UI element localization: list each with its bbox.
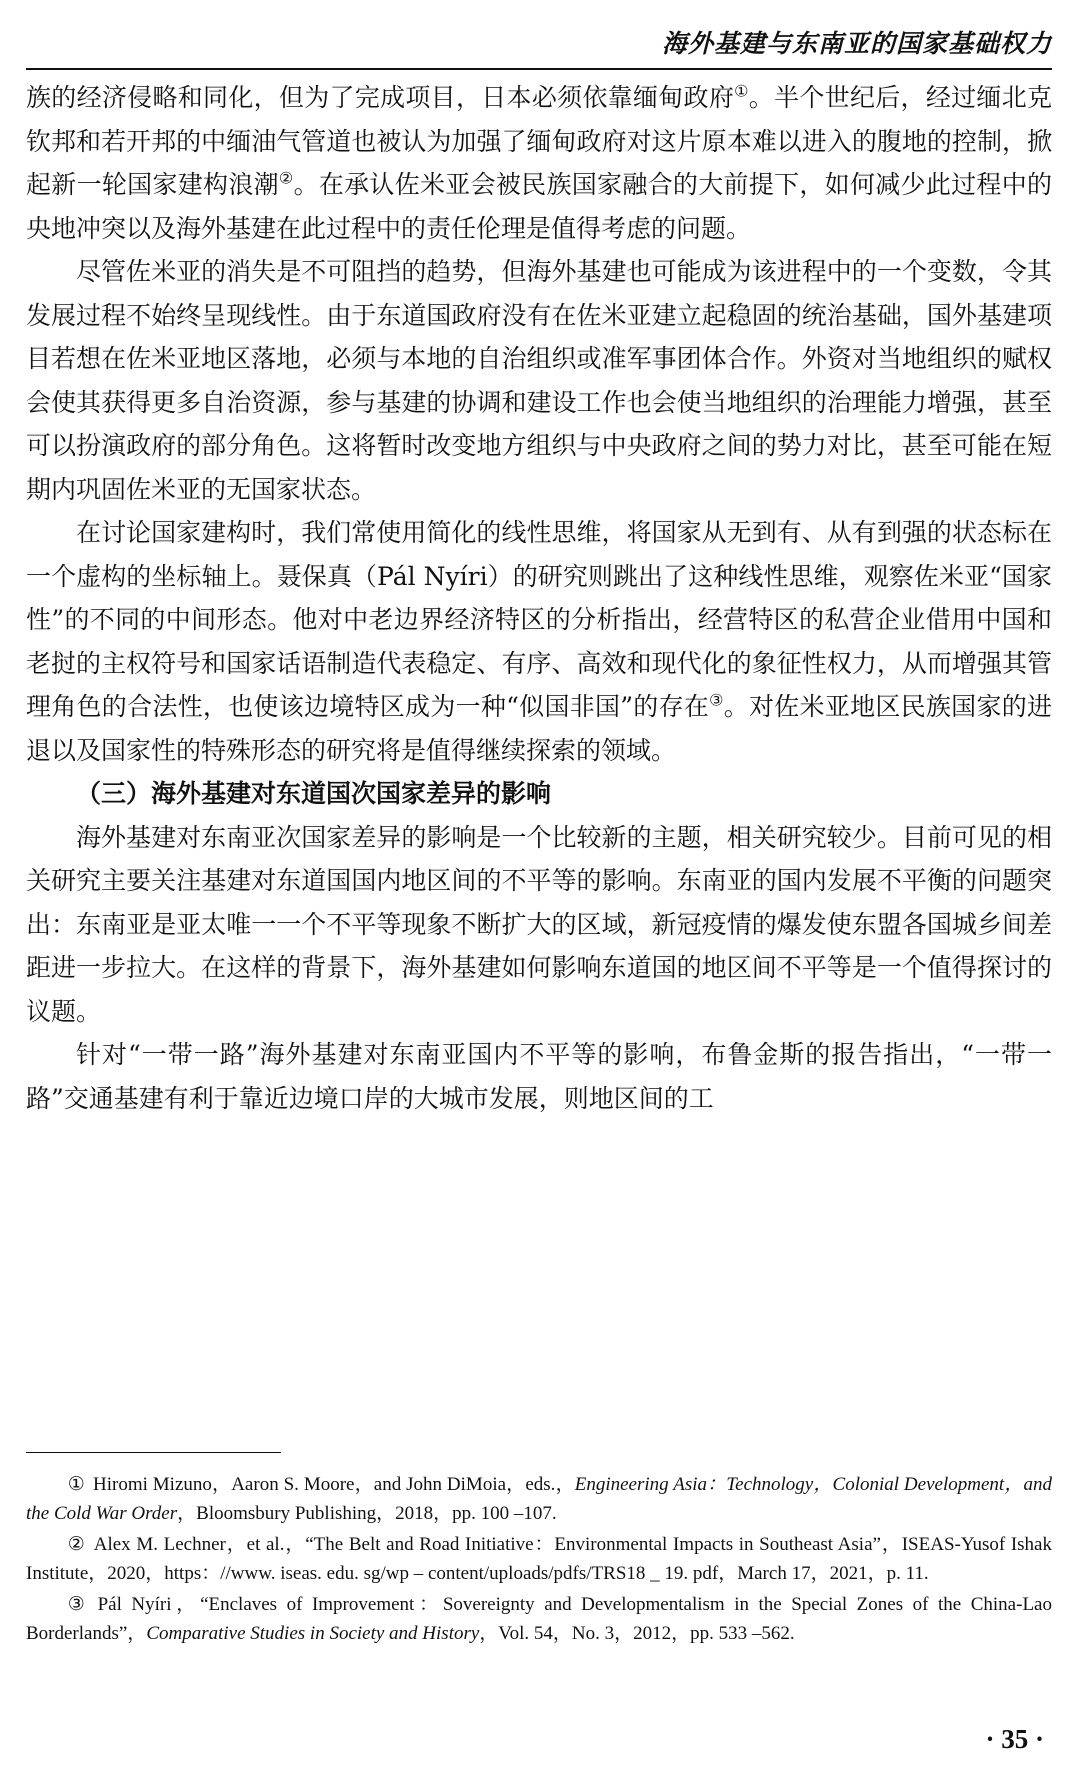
section-heading: （三）海外基建对东道国次国家差异的影响 (76, 779, 552, 808)
footnotes (26, 1470, 1052, 1650)
page-number: · 35 · (985, 1724, 1044, 1754)
paragraph-1-text-a: 族的经济侵略和同化，但为了完成项目，日本必须依靠缅甸政府 (26, 83, 735, 112)
body-text (26, 76, 1052, 1120)
footnote-1-post: ，Bloomsbury Publishing，2018，pp. 100 –107. (177, 1503, 557, 1524)
footnote-1 (26, 1470, 1052, 1528)
paragraph-4: 海外基建对东南亚次国家差异的影响是一个比较新的主题，相关研究较少。目前可见的相关研究主要关注基建对东道国国内地区间的不平等的影响。东南亚的国内发展不平衡的问题突出：东南亚是亚太唯一一个不平等现象不断扩大的区域，新冠疫情的爆发使东盟各国城乡间差距进一步拉大。在这样的背景下，海外基建如何影响东道国的地区间不平等是一个值得探讨的议题。 (26, 822, 1052, 1026)
running-header: 海外基建与东南亚的国家基础权力 (661, 29, 1052, 58)
paragraph-2: 尽管佐米亚的消失是不可阻挡的趋势，但海外基建也可能成为该进程中的一个变数，令其发展过程不始终呈现线性。由于东道国政府没有在佐米亚建立起稳固的统治基础，国外基建项目若想在佐米亚地区落地，必须与本地的自治组织或准军事团体合作。外资对当地组织的赋权会使其获得更多自治资源，参与基建的协调和建设工作也会使当地组织的治理能力增强，甚至可以扮演政府的部分角色。这将暂时改变地方组织与中央政府之间的势力对比，甚至可能在短期内巩固佐米亚的无国家状态。 (26, 257, 1052, 504)
footnote-2-mark: ② (67, 1534, 86, 1555)
paragraph-3 (26, 511, 1052, 772)
footnote-ref-1[interactable]: ① (734, 81, 749, 101)
footnote-1-pre: Hiromi Mizuno，Aaron S. Moore，and John DiMoia，eds.， (93, 1474, 575, 1495)
paragraph-3-text-a: 在讨论国家建构时，我们常使用简化的线性思维，将国家从无到有、从有到强的状态标在一个虚构的坐标轴上。聂保真（Pál Nyíri）的研究则跳出了这种线性思维，观察佐米亚“国家性”的不同的中间形态。他对中老边界经济特区的分析指出，经营特区的私营企业借用中国和老挝的主权符号和国家话语制造代表稳定、有序、高效和现代化的象征性权力，从而增强其管理角色的合法性，也使该边境特区成为一种“似国非国”的存在 (26, 518, 1052, 721)
footnote-2 (26, 1530, 1052, 1588)
footnote-3 (26, 1590, 1052, 1648)
footnote-1-title: Engineering Asia：Technology，Colonial Development，and the Cold War Order (26, 1474, 1052, 1524)
paragraph-3-text-b: 。对佐米亚地区民族国家的进退以及国家性的特殊形态的研究将是值得继续探索的领域。 (26, 692, 1052, 765)
footnote-ref-2[interactable]: ② (278, 168, 294, 188)
paragraph-5: 针对“一带一路”海外基建对东南亚国内不平等的影响，布鲁金斯的报告指出，“一带一路”交通基建有利于靠近边境口岸的大城市发展，则地区间的工 (26, 1040, 1052, 1113)
footnote-3-pre: Pál Nyíri，“Enclaves of Improvement：Sovereignty and Developmentalism in the Special Zones of the China-Lao Borderlands”， (26, 1594, 1052, 1644)
paragraph-1-text-b: 。半个世纪后，经过缅北克钦邦和若开邦的中缅油气管道也被认为加强了缅甸政府对这片原本难以进入的腹地的控制，掀起新一轮国家建构浪潮 (26, 83, 1052, 199)
footnote-2-text: Alex M. Lechner，et al.，“The Belt and Road Initiative：Environmental Impacts in Southeast Asia”，ISEAS-Yusof Ishak Institute，2020，https：//www. iseas. edu. sg/wp – content/uploads/pdfs/TRS18 _ 19. pdf，March 17，2021，p. 11. (26, 1534, 1052, 1584)
footnote-rule (26, 1452, 281, 1453)
paragraph-1 (26, 76, 1052, 250)
footnote-1-mark: ① (67, 1474, 85, 1495)
header-rule (26, 68, 1052, 70)
footnote-ref-3[interactable]: ③ (709, 690, 724, 710)
paragraph-1-text-c: 。在承认佐米亚会被民族国家融合的大前提下，如何减少此过程中的央地冲突以及海外基建在此过程中的责任伦理是值得考虑的问题。 (26, 170, 1052, 243)
footnote-3-title: Comparative Studies in Society and History (146, 1623, 480, 1644)
footnote-3-mark: ③ (67, 1594, 90, 1615)
footnote-3-post: ，Vol. 54，No. 3，2012，pp. 533 –562. (479, 1623, 795, 1644)
